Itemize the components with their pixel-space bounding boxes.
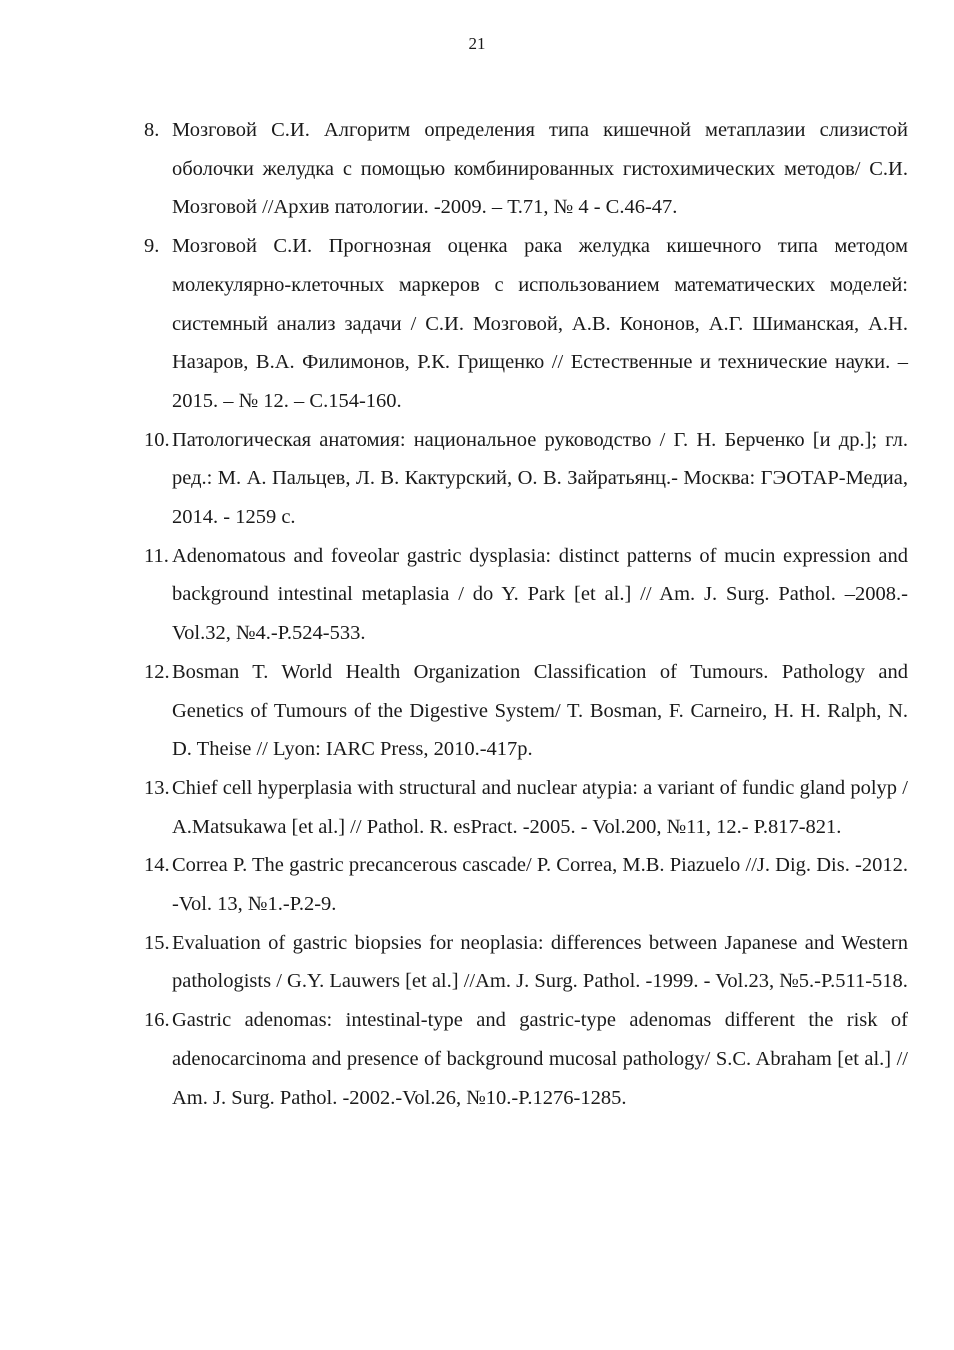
reference-text: Evaluation of gastric biopsies for neoplasia: differences between Japanese and Western pathologists / G.Y. Lauwers [et al.] //Am. J. Surg. Pathol. -1999. - Vol.23, №5.-P.511-518. (172, 931, 908, 993)
reference-item (144, 924, 908, 1001)
reference-list (144, 111, 908, 1117)
reference-item (144, 421, 908, 537)
reference-text: Adenomatous and foveolar gastric dysplasia: distinct patterns of mucin expression and background intestinal metaplasia / do Y. Park [et al.] // Am. J. Surg. Pathol. –2008.-Vol.32, №4.-P.524-533. (172, 544, 908, 645)
reference-text: Патологическая анатомия: национальное руководство / Г. Н. Берченко [и др.]; гл. ред.: М. А. Пальцев, Л. В. Кактурский, О. В. Зайратьянц.- Москва: ГЭОТАР-Медиа, 2014. - 1259 с. (172, 428, 908, 529)
reference-number: 13. (144, 776, 170, 799)
reference-text: Мозговой С.И. Прогнозная оценка рака желудка кишечного типа методом молекулярно-клеточных маркеров с использованием математических моделей: системный анализ задачи / С.И. Мозговой, А.В. Кононов, А.Г. Шиманская, А.Н. Назаров, В.А. Филимонов, Р.К. Грищенко // Естественные и технические науки. – 2015. – № 12. – С.154-160. (172, 235, 908, 412)
reference-item (144, 653, 908, 769)
reference-number: 15. (144, 931, 170, 954)
reference-number: 9. (144, 235, 160, 258)
reference-number: 16. (144, 1009, 170, 1032)
reference-item (144, 1001, 908, 1117)
reference-text: Мозговой С.И. Алгоритм определения типа кишечной метаплазии слизистой оболочки желудка с помощью комбинированных гистохимических методов/ С.И. Мозговой //Архив патологии. -2009. – Т.71, № 4 - С.46-47. (172, 119, 908, 219)
reference-item (144, 111, 908, 227)
reference-number: 11. (144, 544, 169, 567)
page-number: 21 (468, 34, 486, 53)
reference-item (144, 846, 908, 923)
reference-item (144, 537, 908, 653)
reference-text: Bosman T. World Health Organization Classification of Tumours. Pathology and Genetics of Tumours of the Digestive System/ T. Bosman, F. Carneiro, H. H. Ralph, N. D. Theise // Lyon: IARC Press, 2010.-417p. (172, 660, 908, 761)
reference-number: 10. (144, 428, 170, 451)
reference-item (144, 227, 908, 421)
reference-item (144, 769, 908, 846)
reference-text: Chief cell hyperplasia with structural and nuclear atypia: a variant of fundic gland polyp / A.Matsukawa [et al.] // Pathol. R. esPract. -2005. - Vol.200, №11, 12.- P.817-821. (172, 776, 908, 838)
reference-number: 8. (144, 119, 160, 141)
reference-number: 12. (144, 660, 170, 683)
reference-text: Gastric adenomas: intestinal-type and gastric-type adenomas different the risk of adenocarcinoma and presence of background mucosal pathology/ S.C. Abraham [et al.] // Am. J. Surg. Pathol. -2002.-Vol.26, №10.-P.1276-1285. (172, 1009, 908, 1109)
reference-number: 14. (144, 854, 170, 877)
reference-text: Correa P. The gastric precancerous cascade/ P. Correa, M.B. Piazuelo //J. Dig. Dis. -2012. -Vol. 13, №1.-P.2-9. (172, 854, 908, 916)
